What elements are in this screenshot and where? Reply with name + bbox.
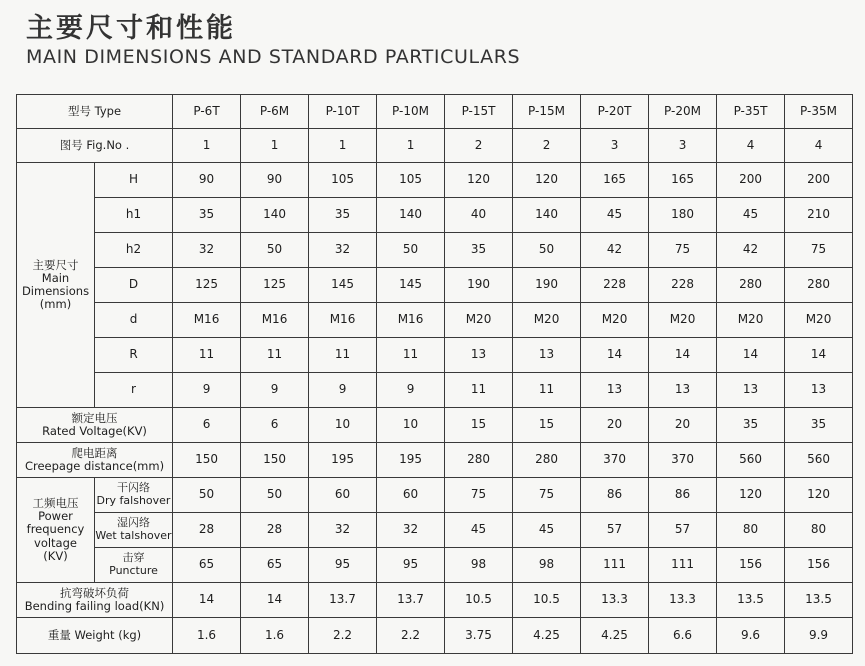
value-cell: 280	[445, 443, 513, 478]
row-creepage	[17, 443, 853, 478]
value-cell: 50	[513, 233, 581, 268]
model-cell: P-20T	[581, 95, 649, 129]
sub-label: 湿闪络 Wet talshover	[95, 513, 173, 548]
value-cell: 50	[241, 233, 309, 268]
value-cell: 13	[445, 338, 513, 373]
value-cell: 156	[717, 548, 785, 583]
creepage-label: 爬电距离 Creepage distance(mm)	[17, 443, 173, 478]
value-cell: 190	[445, 268, 513, 303]
dim-name: H	[95, 163, 173, 198]
value-cell: 3.75	[445, 618, 513, 654]
value-cell: 45	[717, 198, 785, 233]
row-type	[17, 95, 853, 129]
value-cell: 145	[377, 268, 445, 303]
type-label: 型号 Type	[17, 95, 173, 129]
value-cell: 50	[377, 233, 445, 268]
dim-name: R	[95, 338, 173, 373]
row-dim-R	[17, 338, 853, 373]
model-cell: P-6M	[241, 95, 309, 129]
value-cell: 80	[785, 513, 853, 548]
title-chinese: 主要尺寸和性能	[26, 13, 236, 44]
value-cell: 20	[649, 408, 717, 443]
value-cell: 28	[173, 513, 241, 548]
value-cell: 120	[445, 163, 513, 198]
value-cell: 90	[173, 163, 241, 198]
value-cell: 105	[377, 163, 445, 198]
value-cell: 11	[309, 338, 377, 373]
value-cell: 86	[581, 478, 649, 513]
value-cell: 145	[309, 268, 377, 303]
dim-name: D	[95, 268, 173, 303]
value-cell: 32	[309, 233, 377, 268]
value-cell: M20	[717, 303, 785, 338]
specifications-table	[16, 94, 853, 654]
value-cell: 13.3	[581, 583, 649, 618]
value-cell: 165	[581, 163, 649, 198]
value-cell: 14	[785, 338, 853, 373]
value-cell: 195	[377, 443, 445, 478]
value-cell: M16	[309, 303, 377, 338]
fig-cell: 3	[581, 129, 649, 163]
value-cell: 9.9	[785, 618, 853, 654]
value-cell: 10.5	[513, 583, 581, 618]
value-cell: 60	[377, 478, 445, 513]
row-wet-flashover	[17, 513, 853, 548]
value-cell: 75	[445, 478, 513, 513]
value-cell: 35	[445, 233, 513, 268]
fig-cell: 3	[649, 129, 717, 163]
value-cell: 14	[717, 338, 785, 373]
row-fig-no	[17, 129, 853, 163]
value-cell: 57	[581, 513, 649, 548]
value-cell: 75	[649, 233, 717, 268]
value-cell: 75	[785, 233, 853, 268]
fig-cell: 1	[173, 129, 241, 163]
value-cell: 6	[173, 408, 241, 443]
value-cell: 32	[377, 513, 445, 548]
bending-load-label: 抗弯破坏负荷 Bending failing load(KN)	[17, 583, 173, 618]
value-cell: 9	[173, 373, 241, 408]
main-dimensions-label: 主要尺寸 Main Dimensions (mm)	[17, 163, 95, 408]
value-cell: 13	[649, 373, 717, 408]
value-cell: 42	[717, 233, 785, 268]
model-cell: P-15T	[445, 95, 513, 129]
title-english: MAIN DIMENSIONS AND STANDARD PARTICULARS	[26, 46, 521, 68]
row-dim-D	[17, 268, 853, 303]
value-cell: 111	[649, 548, 717, 583]
value-cell: 10	[377, 408, 445, 443]
fig-cell: 4	[785, 129, 853, 163]
value-cell: 280	[717, 268, 785, 303]
value-cell: M16	[241, 303, 309, 338]
value-cell: 13.3	[649, 583, 717, 618]
model-cell: P-15M	[513, 95, 581, 129]
value-cell: 2.2	[377, 618, 445, 654]
value-cell: 13	[513, 338, 581, 373]
value-cell: 11	[377, 338, 445, 373]
fig-cell: 1	[309, 129, 377, 163]
row-bending-load	[17, 583, 853, 618]
value-cell: 95	[377, 548, 445, 583]
value-cell: 11	[445, 373, 513, 408]
value-cell: 1.6	[173, 618, 241, 654]
row-dry-flashover	[17, 478, 853, 513]
value-cell: 4.25	[513, 618, 581, 654]
value-cell: M20	[785, 303, 853, 338]
value-cell: 65	[173, 548, 241, 583]
value-cell: 560	[717, 443, 785, 478]
value-cell: 140	[241, 198, 309, 233]
value-cell: 120	[513, 163, 581, 198]
power-frequency-label: 工频电压 Power frequency voltage (KV)	[17, 478, 95, 583]
value-cell: 111	[581, 548, 649, 583]
value-cell: 370	[581, 443, 649, 478]
fig-cell: 2	[445, 129, 513, 163]
value-cell: 165	[649, 163, 717, 198]
dim-name: r	[95, 373, 173, 408]
value-cell: 150	[173, 443, 241, 478]
value-cell: 140	[377, 198, 445, 233]
value-cell: 14	[649, 338, 717, 373]
value-cell: 2.2	[309, 618, 377, 654]
value-cell: 156	[785, 548, 853, 583]
value-cell: M20	[445, 303, 513, 338]
value-cell: 13.5	[785, 583, 853, 618]
value-cell: 280	[513, 443, 581, 478]
value-cell: 11	[241, 338, 309, 373]
row-dim-h1	[17, 198, 853, 233]
value-cell: 42	[581, 233, 649, 268]
dim-name: d	[95, 303, 173, 338]
value-cell: 4.25	[581, 618, 649, 654]
value-cell: 40	[445, 198, 513, 233]
value-cell: 80	[717, 513, 785, 548]
value-cell: 370	[649, 443, 717, 478]
value-cell: 45	[581, 198, 649, 233]
row-puncture	[17, 548, 853, 583]
value-cell: 190	[513, 268, 581, 303]
value-cell: 228	[649, 268, 717, 303]
fig-no-label: 图号 Fig.No .	[17, 129, 173, 163]
row-weight	[17, 618, 853, 654]
model-cell: P-35T	[717, 95, 785, 129]
value-cell: 13	[785, 373, 853, 408]
model-cell: P-20M	[649, 95, 717, 129]
dim-name: h2	[95, 233, 173, 268]
value-cell: 35	[717, 408, 785, 443]
value-cell: 10	[309, 408, 377, 443]
model-cell: P-35M	[785, 95, 853, 129]
value-cell: 13	[581, 373, 649, 408]
value-cell: 86	[649, 478, 717, 513]
row-dim-d	[17, 303, 853, 338]
weight-label: 重量 Weight (kg)	[17, 618, 173, 654]
sub-label: 击穿 Puncture	[95, 548, 173, 583]
row-rated-voltage	[17, 408, 853, 443]
value-cell: M20	[513, 303, 581, 338]
value-cell: 105	[309, 163, 377, 198]
value-cell: 45	[513, 513, 581, 548]
value-cell: 125	[173, 268, 241, 303]
value-cell: 14	[241, 583, 309, 618]
value-cell: 35	[785, 408, 853, 443]
value-cell: 9	[241, 373, 309, 408]
value-cell: M16	[173, 303, 241, 338]
value-cell: 13.7	[377, 583, 445, 618]
value-cell: 228	[581, 268, 649, 303]
value-cell: 560	[785, 443, 853, 478]
value-cell: 120	[717, 478, 785, 513]
value-cell: 6	[241, 408, 309, 443]
value-cell: 32	[173, 233, 241, 268]
value-cell: 20	[581, 408, 649, 443]
value-cell: 120	[785, 478, 853, 513]
value-cell: 180	[649, 198, 717, 233]
value-cell: M20	[649, 303, 717, 338]
value-cell: 195	[309, 443, 377, 478]
value-cell: 45	[445, 513, 513, 548]
value-cell: 125	[241, 268, 309, 303]
value-cell: 15	[445, 408, 513, 443]
fig-cell: 1	[377, 129, 445, 163]
value-cell: 35	[173, 198, 241, 233]
value-cell: 50	[173, 478, 241, 513]
fig-cell: 2	[513, 129, 581, 163]
value-cell: 57	[649, 513, 717, 548]
model-cell: P-6T	[173, 95, 241, 129]
model-cell: P-10M	[377, 95, 445, 129]
value-cell: 98	[445, 548, 513, 583]
dim-name: h1	[95, 198, 173, 233]
value-cell: 13	[717, 373, 785, 408]
value-cell: 9	[377, 373, 445, 408]
value-cell: 9.6	[717, 618, 785, 654]
model-cell: P-10T	[309, 95, 377, 129]
value-cell: 13.7	[309, 583, 377, 618]
value-cell: 10.5	[445, 583, 513, 618]
value-cell: 50	[241, 478, 309, 513]
value-cell: 9	[309, 373, 377, 408]
value-cell: M16	[377, 303, 445, 338]
row-dim-h2	[17, 233, 853, 268]
value-cell: 60	[309, 478, 377, 513]
value-cell: 1.6	[241, 618, 309, 654]
rated-voltage-label: 额定电压 Rated Voltage(KV)	[17, 408, 173, 443]
value-cell: 98	[513, 548, 581, 583]
value-cell: 65	[241, 548, 309, 583]
value-cell: 150	[241, 443, 309, 478]
value-cell: 90	[241, 163, 309, 198]
value-cell: 210	[785, 198, 853, 233]
value-cell: 75	[513, 478, 581, 513]
value-cell: 6.6	[649, 618, 717, 654]
row-dim-H	[17, 163, 853, 198]
value-cell: 13.5	[717, 583, 785, 618]
value-cell: 95	[309, 548, 377, 583]
value-cell: 140	[513, 198, 581, 233]
value-cell: 280	[785, 268, 853, 303]
value-cell: 11	[173, 338, 241, 373]
sub-label: 干闪络 Dry falshover	[95, 478, 173, 513]
fig-cell: 4	[717, 129, 785, 163]
value-cell: 200	[717, 163, 785, 198]
value-cell: 14	[581, 338, 649, 373]
value-cell: 28	[241, 513, 309, 548]
value-cell: 32	[309, 513, 377, 548]
value-cell: 14	[173, 583, 241, 618]
fig-cell: 1	[241, 129, 309, 163]
row-dim-r	[17, 373, 853, 408]
value-cell: 11	[513, 373, 581, 408]
value-cell: 35	[309, 198, 377, 233]
value-cell: 15	[513, 408, 581, 443]
value-cell: M20	[581, 303, 649, 338]
value-cell: 200	[785, 163, 853, 198]
